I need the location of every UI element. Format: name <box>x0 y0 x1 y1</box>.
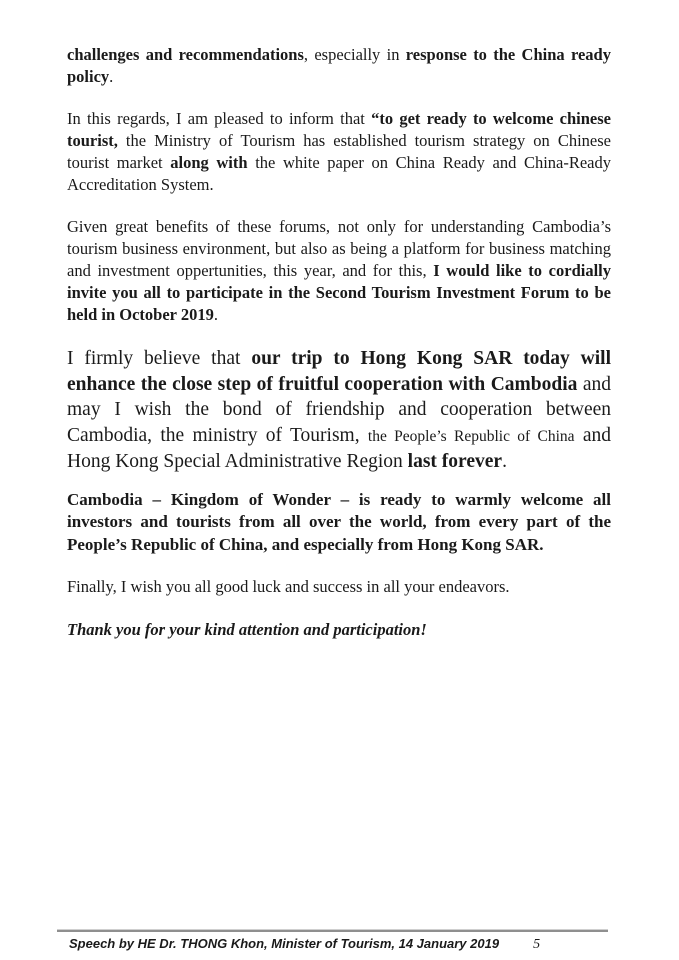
text-segment: . <box>502 451 507 472</box>
text-segment: along with <box>170 153 248 172</box>
paragraph-good-luck <box>67 576 611 598</box>
text-segment: the white paper on China Ready and China-Ready Accreditation System. <box>67 153 612 194</box>
text-segment: our trip to Hong Kong SAR today will enhance the close step of fruitful cooperation with Cambodia <box>67 348 611 395</box>
footer-row <box>57 932 608 953</box>
text-segment: I firmly believe that <box>67 348 252 369</box>
text-segment: Finally, I wish you all good luck and success in all your endeavors. <box>67 577 510 596</box>
text-segment: and Hong Kong Special Administrative Region <box>67 424 612 472</box>
paragraph-challenges-recommendations <box>67 44 611 88</box>
text-segment: last forever <box>407 451 503 472</box>
text-segment: Thank you for your kind attention and participation! <box>67 620 427 639</box>
document-body <box>67 44 611 641</box>
text-segment: and may I wish the bond of friendship and cooperation between Cambodia, the ministry of Tourism, <box>67 373 612 446</box>
paragraph-hong-kong-trip <box>67 346 611 475</box>
page-footer <box>57 929 608 953</box>
footer-speech-caption: Speech by HE Dr. THONG Khon, Minister of Tourism, 14 January 2019 <box>69 936 500 951</box>
text-segment: the People’s Republic of China <box>367 427 575 445</box>
text-segment: “to get ready to welcome chinese tourist, <box>67 109 611 150</box>
text-segment: Given great benefits of these forums, not only for understanding Cambodia’s tourism business environment, but also as being a platform for business matching and investment oppertunities, this year, and for this, <box>67 217 611 280</box>
page-number: 5 <box>533 937 541 952</box>
text-segment: response to the China ready policy <box>67 45 611 86</box>
text-segment: Cambodia – Kingdom of Wonder – is ready to warmly welcome all investors and tourists from all over the world, from every part of the People’s Republic of China, and especially from Hong Kong SAR. <box>67 489 611 554</box>
text-segment: . <box>213 305 218 324</box>
text-segment: , especially in <box>303 45 406 64</box>
paragraph-forum-invitation <box>67 216 611 326</box>
text-segment: I would like to cordially invite you all to participate in the Second Tourism Investment Forum to be held in October 2019 <box>67 261 611 324</box>
text-segment: challenges and recommendations <box>67 45 304 64</box>
paragraph-kingdom-of-wonder <box>67 489 611 557</box>
text-segment: . <box>109 67 114 86</box>
paragraph-thank-you <box>67 619 611 641</box>
text-segment: In this regards, I am pleased to inform that <box>67 109 372 128</box>
paragraph-china-ready-strategy <box>67 108 611 196</box>
text-segment: the Ministry of Tourism has established tourism strategy on Chinese tourist market <box>67 131 611 172</box>
